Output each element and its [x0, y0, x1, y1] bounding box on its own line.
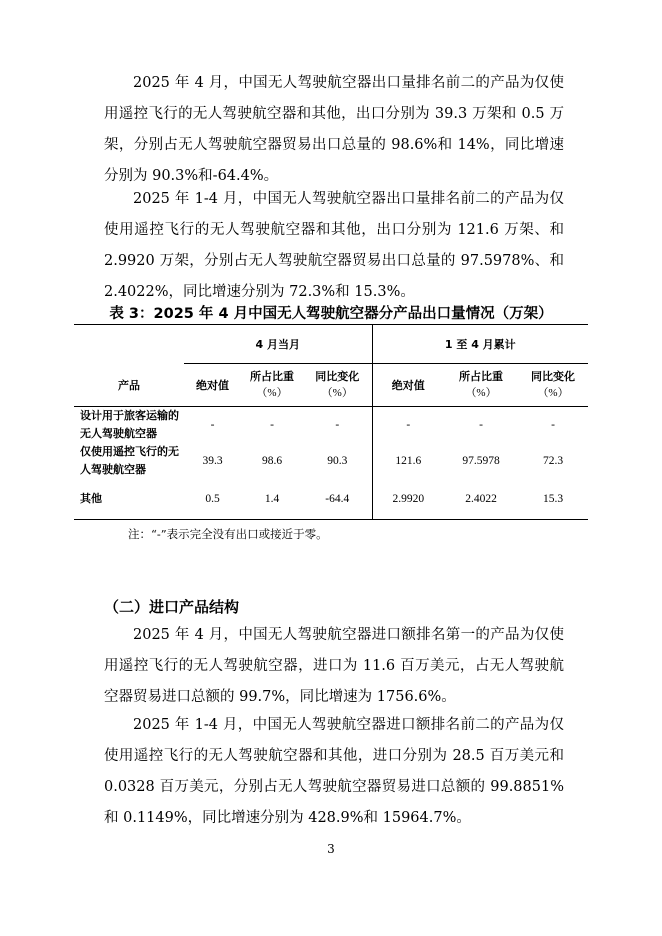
share-header-jan-apr: 所占比重 （%）	[444, 364, 518, 407]
table-row	[74, 407, 588, 444]
table-cell: 1.4	[241, 479, 303, 520]
row-label: 其他	[74, 479, 184, 520]
table-caption: 表 3：2025 年 4 月中国无人驾驶航空器分产品出口量情况（万架）	[109, 306, 553, 322]
group-header-jan-apr: 1 至 4 月累计	[372, 325, 588, 364]
table-cell: 0.5	[184, 479, 241, 520]
paragraph-import-jan-apr: 2025 年 1-4 月，中国无人驾驶航空器进口额排名前二的产品为仅使用遥控飞行的无人驾驶航空器和其他，进口分别为 28.5 百万美元和 0.0328 百万美元，分别占无人驾驶航空器贸易进口总额的 99.8851%和 0.1149%，同比增速分别为 428.9%和 15964.7%。	[104, 717, 564, 826]
table-cell: -	[551, 419, 555, 431]
paragraph-export-april: 2025 年 4 月，中国无人驾驶航空器出口量排名前二的产品为仅使用遥控飞行的无人驾驶航空器和其他，出口分别为 39.3 万架和 0.5 万架，分别占无人驾驶航空器贸易出口总量的 98.6%和 14%，同比增速分别为 90.3%和-64.4%。	[104, 75, 564, 184]
table-cell: 90.3	[327, 455, 348, 467]
group-header-april: 4 月当月	[184, 325, 372, 364]
abs-header-jan-apr: 绝对值	[372, 364, 444, 407]
paragraph-export-jan-apr: 2025 年 1-4 月，中国无人驾驶航空器出口量排名前二的产品为仅使用遥控飞行的无人驾驶航空器和其他，出口分别为 121.6 万架、和 2.9920 万架，分别占无人驾驶航空器贸易出口总量的 97.5978%、和 2.4022%，同比增速分别为 72.3%和 15.3%。	[104, 191, 564, 300]
row-label: 设计用于旅客运输的无人驾驶航空器	[80, 409, 179, 440]
share-header-april: 所占比重 （%）	[241, 364, 303, 407]
export-table	[74, 324, 588, 520]
table-row	[74, 443, 588, 479]
table-cell: 121.6	[372, 443, 444, 479]
table-cell: -	[270, 419, 274, 431]
product-header: 产品	[74, 364, 184, 407]
paragraph-import-april: 2025 年 4 月，中国无人驾驶航空器进口额排名第一的产品为仅使用遥控飞行的无人驾驶航空器，进口为 11.6 百万美元，占无人驾驶航空器贸易进口总额的 99.7%，同比增速为 1756.6%。	[104, 627, 564, 705]
row-label: 仅使用遥控飞行的无人驾驶航空器	[80, 445, 179, 476]
table-cell: -	[372, 407, 444, 444]
table-cell: 97.5978	[462, 455, 500, 467]
abs-header-april: 绝对值	[184, 364, 241, 407]
table-cell: 98.6	[261, 455, 283, 467]
header-empty-cell	[74, 325, 184, 364]
table-cell: -	[335, 419, 340, 431]
table-cell: 15.3	[518, 479, 588, 520]
table-cell: -	[210, 419, 215, 431]
table-cell: 2.9920	[372, 479, 444, 520]
page-number: 3	[327, 842, 335, 856]
table-cell: 72.3	[542, 455, 564, 467]
table-note: 注：“-”表示完全没有出口或接近于零。	[128, 527, 328, 541]
table-row	[74, 479, 588, 520]
yoy-header-jan-apr: 同比变化 （%）	[518, 364, 588, 407]
table-cell: -	[479, 419, 483, 431]
section-heading: （二）进口产品结构	[104, 598, 240, 616]
yoy-header-april: 同比变化 （%）	[303, 364, 372, 407]
table-cell: -64.4	[303, 479, 372, 520]
table-cell: 39.3	[202, 455, 223, 467]
table-cell: 2.4022	[444, 479, 518, 520]
